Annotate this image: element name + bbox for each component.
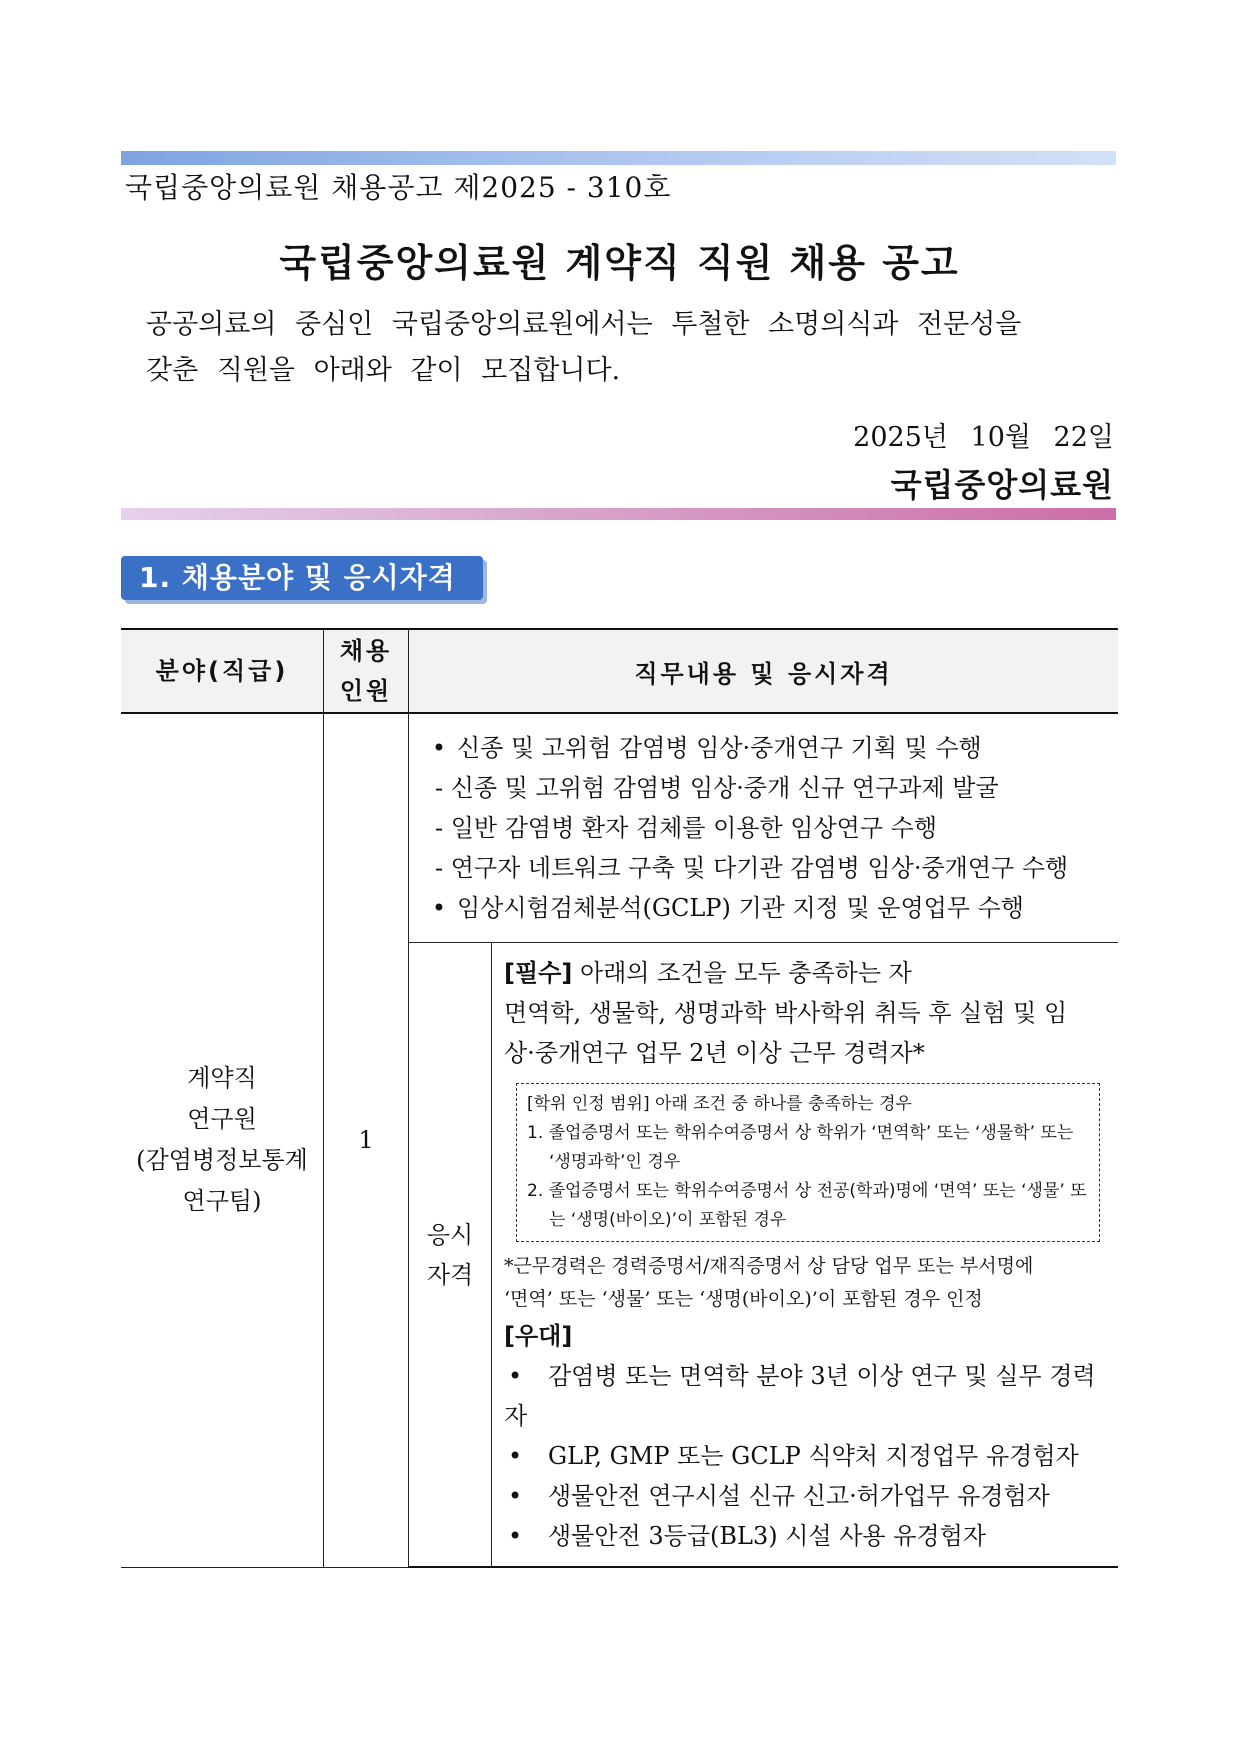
header-headcount-line: 인원 bbox=[339, 677, 393, 705]
degree-scope-box bbox=[516, 1083, 1100, 1242]
preferred-item: • 감염병 또는 면역학 분야 3년 이상 연구 및 실무 경력자 bbox=[504, 1356, 1108, 1436]
career-note bbox=[504, 1250, 1108, 1316]
table-header-row bbox=[121, 629, 1118, 713]
duty-subitem: - 일반 감염병 환자 검체를 이용한 임상연구 수행 bbox=[421, 808, 1110, 848]
header-headcount bbox=[324, 629, 409, 713]
qualification-label bbox=[409, 943, 492, 1568]
qualification-cell bbox=[492, 943, 1119, 1568]
notice-number: 국립중앙의료원 채용공고 제2025 - 310호 bbox=[125, 171, 672, 204]
required-line: 상·중개연구 업무 2년 이상 근무 경력자* bbox=[504, 1039, 925, 1067]
preferred-item: • 생물안전 연구시설 신규 신고·허가업무 유경험자 bbox=[504, 1476, 1108, 1516]
preferred-tag: [우대] bbox=[504, 1322, 573, 1350]
preferred-item: • 생물안전 3등급(BL3) 시설 사용 유경험자 bbox=[504, 1516, 1108, 1556]
required-lead bbox=[504, 953, 1108, 993]
header-bottom-bar bbox=[121, 508, 1116, 520]
qualification-label-line: 응시 bbox=[426, 1220, 474, 1249]
career-note-line: *근무경력은 경력증명서/재직증명서 상 담당 업무 또는 부서명에 bbox=[504, 1255, 1034, 1277]
organization-name: 국립중앙의료원 bbox=[890, 466, 1114, 504]
career-note-line: ‘면역’ 또는 ‘생물’ 또는 ‘생명(바이오)’이 포함된 경우 인정 bbox=[504, 1288, 983, 1310]
field-line: 연구원 bbox=[187, 1105, 257, 1134]
intro-line: 갖춘 직원을 아래와 같이 모집합니다. bbox=[146, 355, 621, 386]
header-headcount-line: 채용 bbox=[339, 637, 393, 665]
field-line: 연구팀) bbox=[182, 1187, 262, 1216]
degree-box-item: 1. 졸업증명서 또는 학위수여증명서 상 학위가 ‘면역학’ 또는 ‘생물학’ 또는 ‘생명과학’인 경우 bbox=[527, 1123, 1074, 1172]
required-lead-text: 아래의 조건을 모두 충족하는 자 bbox=[572, 959, 912, 987]
duty-subitem: - 신종 및 고위험 감염병 임상·중개 신규 연구과제 발굴 bbox=[421, 768, 1110, 808]
required-tag: [필수] bbox=[504, 959, 573, 987]
header-duties: 직무내용 및 응시자격 bbox=[409, 629, 1119, 713]
section-heading: 1. 채용분야 및 응시자격 bbox=[121, 556, 483, 600]
preferred-item: • GLP, GMP 또는 GCLP 식약처 지정업무 유경험자 bbox=[504, 1436, 1108, 1476]
intro-line: 공공의료의 중심인 국립중앙의료원에서는 투철한 소명의식과 전문성을 bbox=[146, 309, 1022, 340]
duty-subitem: - 연구자 네트워크 구축 및 다기관 감염병 임상·중개연구 수행 bbox=[421, 848, 1110, 888]
duty-item: • 임상시험검체분석(GCLP) 기관 지정 및 운영업무 수행 bbox=[421, 888, 1110, 928]
duty-item: • 신종 및 고위험 감염병 임상·중개연구 기획 및 수행 bbox=[421, 728, 1110, 768]
field-cell bbox=[121, 713, 324, 1567]
duties-cell bbox=[409, 713, 1119, 943]
header-top-bar bbox=[121, 151, 1116, 165]
table-row-duties bbox=[121, 713, 1118, 943]
degree-box-item: 2. 졸업증명서 또는 학위수여증명서 상 전공(학과)명에 ‘면역’ 또는 ‘생물’ 또는 ‘생명(바이오)’이 포함된 경우 bbox=[527, 1181, 1087, 1230]
recruitment-table bbox=[121, 628, 1118, 1568]
degree-box-heading: [학위 인정 범위] 아래 조건 중 하나를 충족하는 경우 bbox=[527, 1094, 912, 1114]
field-line: 계약직 bbox=[187, 1064, 257, 1093]
page-title: 국립중앙의료원 계약직 직원 채용 공고 bbox=[279, 241, 960, 285]
field-line: (감염병정보통계 bbox=[136, 1146, 308, 1175]
headcount-cell: 1 bbox=[324, 713, 409, 1567]
intro-text bbox=[146, 302, 1106, 394]
notice-date: 2025년 10월 22일 bbox=[853, 422, 1114, 453]
required-line: 면역학, 생물학, 생명과학 박사학위 취득 후 실험 및 임 bbox=[504, 999, 1068, 1027]
header-field: 분야(직급) bbox=[121, 629, 324, 713]
qualification-label-line: 자격 bbox=[426, 1260, 474, 1289]
